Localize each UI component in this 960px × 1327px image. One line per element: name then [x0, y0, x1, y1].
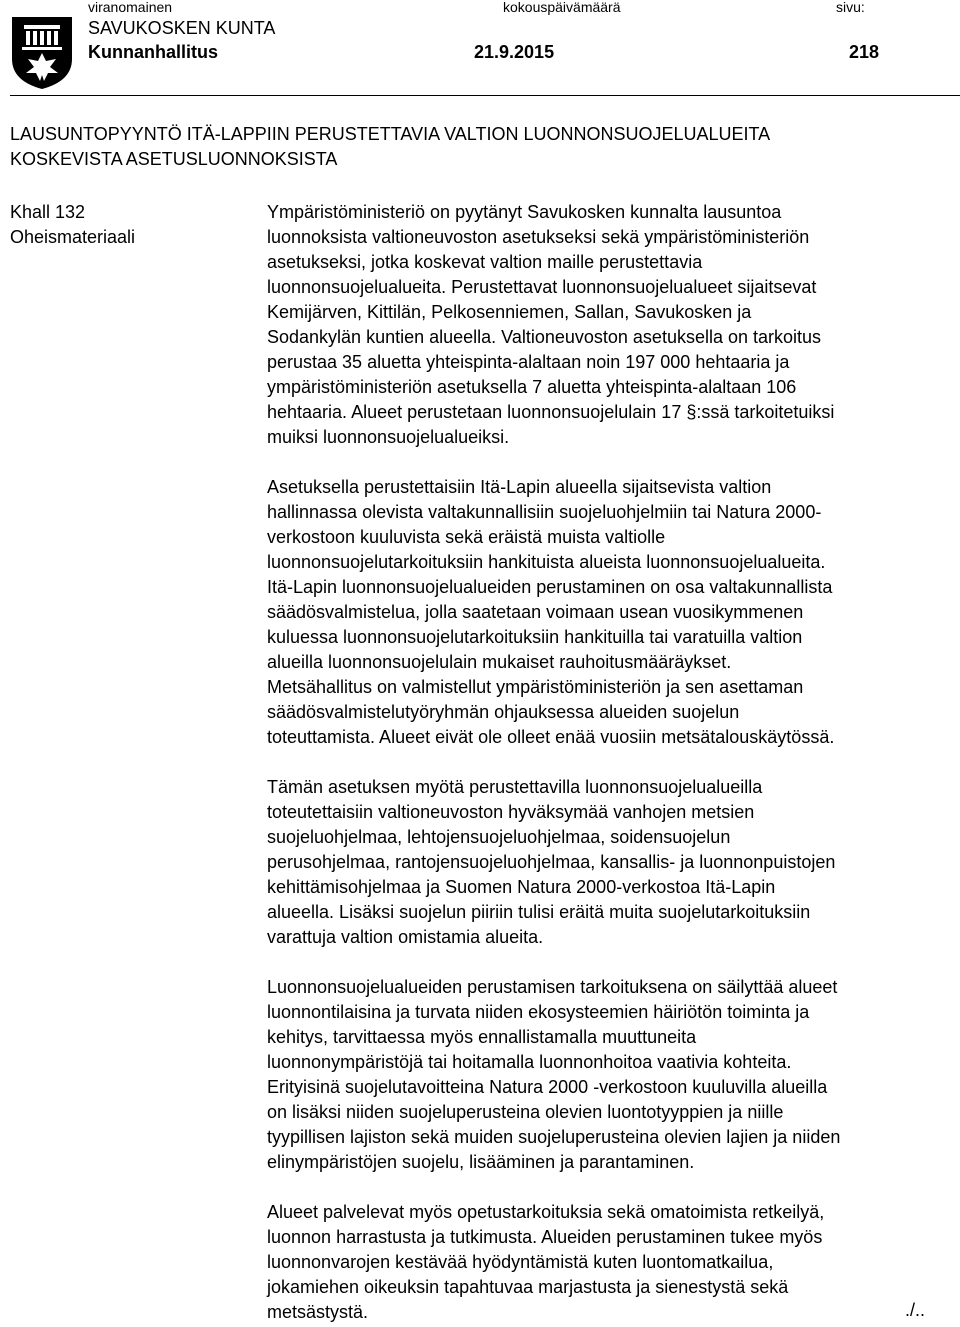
paragraph-3	[267, 775, 957, 950]
text-line: säädösvalmistelutyöryhmän ohjauksessa alueiden suojelun	[267, 702, 740, 722]
governing-body: Kunnanhallitus	[88, 42, 218, 62]
text-line: Kemijärven, Kittilän, Pelkosenniemen, Sallan, Savukosken ja	[267, 302, 752, 322]
text-line: jokamiehen oikeuksin tapahtuvaa marjastusta ja sienestystä sekä	[267, 1277, 789, 1297]
text-line: Tämän asetuksen myötä perustettavilla luonnonsuojelualueilla	[267, 777, 763, 797]
text-line: kehitys, tarvittaessa myös ennallistamalla muuttuneita	[267, 1027, 697, 1047]
header-col1-label: viranomainen	[88, 0, 173, 15]
text-line: muiksi luonnonsuojelualueiksi.	[267, 427, 510, 447]
text-line: säädösvalmistelua, jolla saatetaan voimaan usean vuosikymmenen	[267, 602, 804, 622]
attachment-label: Oheismateriaali	[10, 227, 136, 247]
text-line: toteuttamista. Alueet eivät ole olleet enää vuosiin metsätalouskäytössä.	[267, 727, 835, 747]
text-line: verkostoon kuuluvista sekä eräistä muista valtiolle	[267, 527, 666, 547]
paragraph-2	[267, 475, 957, 750]
header-divider	[10, 95, 960, 96]
text-line: hehtaaria. Alueet perustetaan luonnonsuojelulain 17 §:ssä tarkoitetuiksi	[267, 402, 835, 422]
paragraph-5	[267, 1200, 957, 1325]
text-line: ympäristöministeriön asetuksella 7 aluetta yhteispinta-alaltaan 106	[267, 377, 797, 397]
paragraph-1	[267, 200, 957, 450]
text-line: luonnoksista valtioneuvoston asetukseksi sekä ympäristöministeriön	[267, 227, 810, 247]
text-line: varattuja valtion omistamia alueita.	[267, 927, 544, 947]
text-line: luonnonsuojelualueita. Perustettavat luonnonsuojelualueet sijaitsevat	[267, 277, 817, 297]
document-title-line1: LAUSUNTOPYYNTÖ ITÄ-LAPPIIN PERUSTETTAVIA VALTION LUONNONSUOJELUALUEITA	[10, 124, 771, 144]
text-line: Itä-Lapin luonnonsuojelualueiden perustaminen on osa valtakunnallista	[267, 577, 833, 597]
text-line: luonnonvarojen kestävää hyödyntämistä kuten luontomatkailua,	[267, 1252, 774, 1272]
organization-name: SAVUKOSKEN KUNTA	[88, 18, 276, 38]
coat-of-arms-logo	[10, 15, 74, 91]
text-line: toteutettaisiin valtioneuvoston hyväksymää vanhojen metsien	[267, 802, 755, 822]
text-line: alueella. Lisäksi suojelun piiriin tulisi eräitä muita suojelutarkoituksiin	[267, 902, 811, 922]
header-col2-label: kokouspäivämäärä	[503, 0, 621, 15]
text-line: elinympäristöjen suojelu, lisääminen ja parantaminen.	[267, 1152, 695, 1172]
text-line: metsästystä.	[267, 1302, 369, 1322]
text-line: luonnonsuojelutarkoituksiin hankituista alueista luonnonsuojelualueita.	[267, 552, 826, 572]
text-line: Metsähallitus on valmistellut ympäristöministeriön ja sen asettaman	[267, 677, 804, 697]
text-line: tyypillisen lajiston sekä muiden suojeluperusteina olevien lajien ja niiden	[267, 1127, 841, 1147]
text-line: kehittämisohjelmaa ja Suomen Natura 2000-verkostoa Itä-Lapin	[267, 877, 776, 897]
page-number: 218	[849, 42, 880, 62]
text-line: alueilla luonnonsuojelulain mukaiset rauhoitusmääräykset.	[267, 652, 732, 672]
text-line: Erityisinä suojelutavoitteina Natura 2000 -verkostoon kuuluvilla alueilla	[267, 1077, 828, 1097]
text-line: Luonnonsuojelualueiden perustamisen tarkoituksena on säilyttää alueet	[267, 977, 838, 997]
text-line: luonnon harrastusta ja tutkimusta. Alueiden perustaminen tukee myös	[267, 1227, 823, 1247]
document-title-line2: KOSKEVISTA ASETUSLUONNOKSISTA	[10, 149, 338, 169]
text-line: hallinnassa olevista valtakunnallisiin suojeluohjelmiin tai Natura 2000-	[267, 502, 822, 522]
text-line: luonnonympäristöjä tai hoitamalla luonnonhoitoa vaativia kohteita.	[267, 1052, 792, 1072]
text-line: perusohjelmaa, rantojensuojeluohjelmaa, kansallis- ja luonnonpuistojen	[267, 852, 836, 872]
item-reference: Khall 132	[10, 202, 86, 222]
meeting-date: 21.9.2015	[474, 42, 555, 62]
text-line: asetukseksi, jotka koskevat valtion maille perustettavia	[267, 252, 703, 272]
text-line: perustaa 35 aluetta yhteispinta-alaltaan noin 197 000 hehtaaria ja	[267, 352, 790, 372]
text-line: kuluessa luonnonsuojelutarkoituksiin hankituilla tai varatuilla valtion	[267, 627, 803, 647]
text-line: Ympäristöministeriö on pyytänyt Savukosken kunnalta lausuntoa	[267, 202, 782, 222]
text-line: Alueet palvelevat myös opetustarkoituksia sekä omatoimista retkeilyä,	[267, 1202, 825, 1222]
paragraph-4	[267, 975, 957, 1175]
text-line: on lisäksi niiden suojeluperusteina olevien luontotyyppien ja niille	[267, 1102, 784, 1122]
text-line: Sodankylän kuntien alueella. Valtioneuvoston asetuksella on tarkoitus	[267, 327, 822, 347]
continuation-mark: ./..	[905, 1300, 926, 1320]
text-line: Asetuksella perustettaisiin Itä-Lapin alueella sijaitsevista valtion	[267, 477, 772, 497]
text-line: luonnontilaisina ja turvata niiden ekosysteemien häiriötön toiminta ja	[267, 1002, 810, 1022]
header-col3-label: sivu:	[836, 0, 865, 15]
text-line: suojeluohjelmaa, lehtojensuojeluohjelmaa, soidensuojelun	[267, 827, 731, 847]
